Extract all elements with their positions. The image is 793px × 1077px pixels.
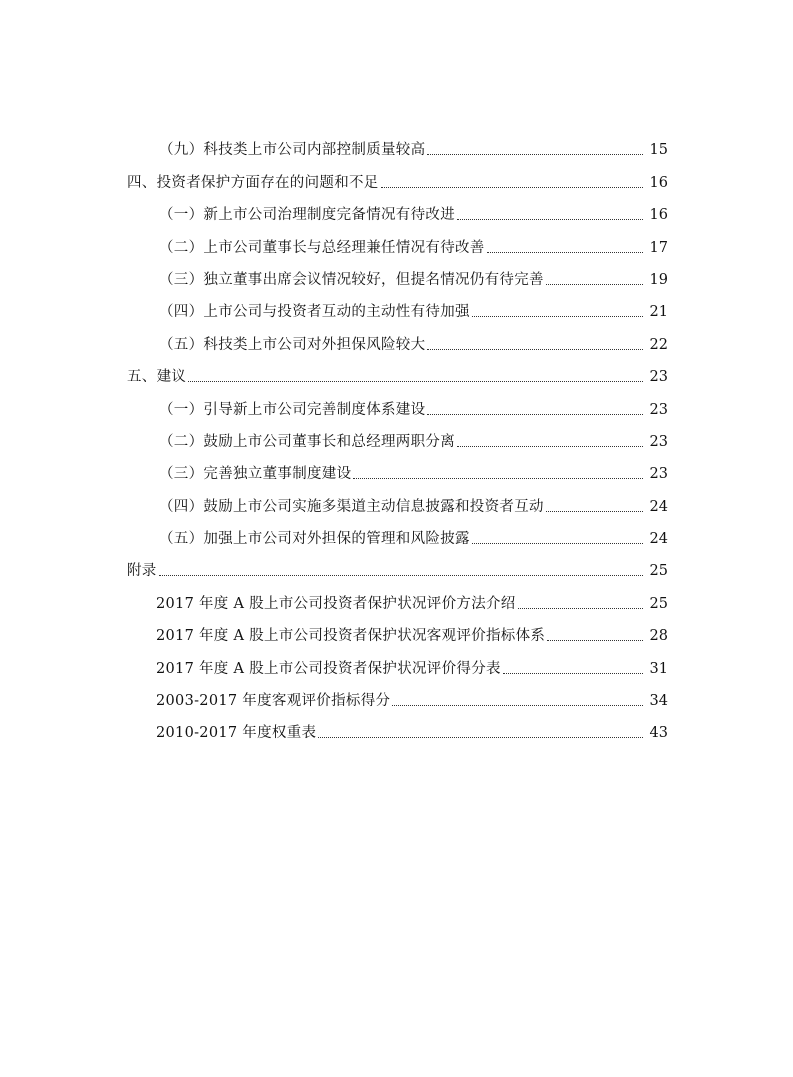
toc-entry-page: 31 <box>649 660 668 677</box>
toc-entry-title: 附录 <box>127 563 157 580</box>
toc-entry-title: 2017 年度 A 股上市公司投资者保护状况评价得分表 <box>156 660 501 677</box>
toc-entry-title: 四、投资者保护方面存在的问题和不足 <box>127 174 379 191</box>
toc-entry-title: （五）科技类上市公司对外担保风险较大 <box>159 336 426 353</box>
toc-dot-leader <box>546 511 643 512</box>
toc-dot-leader <box>427 349 643 350</box>
toc-dot-leader <box>546 284 643 285</box>
toc-entry-page: 23 <box>649 369 668 386</box>
toc-entry-title: （五）加强上市公司对外担保的管理和风险披露 <box>159 531 470 548</box>
toc-entry-title: （二）鼓励上市公司董事长和总经理两职分离 <box>159 433 455 450</box>
toc-entry[interactable] <box>0 160 793 192</box>
toc-entry[interactable] <box>0 646 793 678</box>
toc-entry[interactable] <box>0 355 793 387</box>
toc-dot-leader <box>353 478 643 479</box>
toc-dot-leader <box>457 219 643 220</box>
toc-entry-title: 2003-2017 年度客观评价指标得分 <box>156 693 391 710</box>
toc-dot-leader <box>427 414 643 415</box>
toc-entry-page: 25 <box>649 563 668 580</box>
toc-entry-title: 2017 年度 A 股上市公司投资者保护状况评价方法介绍 <box>156 595 516 612</box>
toc-dot-leader <box>547 640 643 641</box>
toc-entry-title: （四）上市公司与投资者互动的主动性有待加强 <box>159 304 470 321</box>
toc-dot-leader <box>427 154 643 155</box>
toc-entry[interactable] <box>0 420 793 452</box>
toc-dot-leader <box>392 705 643 706</box>
toc-entry-page: 28 <box>649 628 668 645</box>
toc-entry[interactable] <box>0 711 793 743</box>
toc-entry[interactable] <box>0 193 793 225</box>
toc-dot-leader <box>457 446 643 447</box>
toc-entry[interactable] <box>0 258 793 290</box>
toc-entry-page: 23 <box>649 466 668 483</box>
toc-entry-page: 25 <box>649 595 668 612</box>
toc-entry-page: 43 <box>649 725 668 742</box>
toc-entry[interactable] <box>0 549 793 581</box>
toc-dot-leader <box>159 575 643 576</box>
toc-entry-page: 34 <box>649 693 668 710</box>
toc-entry[interactable] <box>0 679 793 711</box>
table-of-contents <box>0 128 793 743</box>
toc-entry[interactable] <box>0 581 793 613</box>
toc-entry[interactable] <box>0 225 793 257</box>
toc-entry[interactable] <box>0 128 793 160</box>
toc-entry-page: 23 <box>649 433 668 450</box>
toc-entry-page: 23 <box>649 401 668 418</box>
toc-entry-title: 2010-2017 年度权重表 <box>156 725 317 742</box>
toc-dot-leader <box>487 252 643 253</box>
toc-entry-title: （九）科技类上市公司内部控制质量较高 <box>159 142 426 159</box>
toc-entry-title: （二）上市公司董事长与总经理兼任情况有待改善 <box>159 239 485 256</box>
toc-entry[interactable] <box>0 484 793 516</box>
toc-entry[interactable] <box>0 322 793 354</box>
toc-entry-title: 2017 年度 A 股上市公司投资者保护状况客观评价指标体系 <box>156 628 546 645</box>
toc-entry-page: 17 <box>649 239 668 256</box>
toc-entry-page: 15 <box>649 142 668 159</box>
toc-entry-page: 24 <box>649 531 668 548</box>
toc-entry[interactable] <box>0 517 793 549</box>
toc-entry[interactable] <box>0 290 793 322</box>
toc-entry-title: （一）引导新上市公司完善制度体系建设 <box>159 401 426 418</box>
toc-dot-leader <box>472 316 643 317</box>
toc-entry-page: 19 <box>649 271 668 288</box>
toc-entry-page: 16 <box>649 174 668 191</box>
toc-dot-leader <box>381 187 643 188</box>
toc-entry-title: 五、建议 <box>127 369 187 386</box>
toc-dot-leader <box>503 673 643 674</box>
toc-entry[interactable] <box>0 614 793 646</box>
toc-dot-leader <box>472 543 643 544</box>
toc-dot-leader <box>518 608 643 609</box>
toc-entry-title: （三）完善独立董事制度建设 <box>159 466 352 483</box>
toc-entry-title: （三）独立董事出席会议情况较好，但提名情况仍有待完善 <box>159 271 544 288</box>
toc-entry-page: 24 <box>649 498 668 515</box>
toc-entry[interactable] <box>0 387 793 419</box>
toc-entry-page: 16 <box>649 207 668 224</box>
toc-entry-page: 21 <box>649 304 668 321</box>
toc-entry-page: 22 <box>649 336 668 353</box>
toc-entry-title: （四）鼓励上市公司实施多渠道主动信息披露和投资者互动 <box>159 498 544 515</box>
toc-dot-leader <box>188 381 643 382</box>
toc-dot-leader <box>318 737 643 738</box>
toc-entry-title: （一）新上市公司治理制度完备情况有待改进 <box>159 207 455 224</box>
toc-entry[interactable] <box>0 452 793 484</box>
